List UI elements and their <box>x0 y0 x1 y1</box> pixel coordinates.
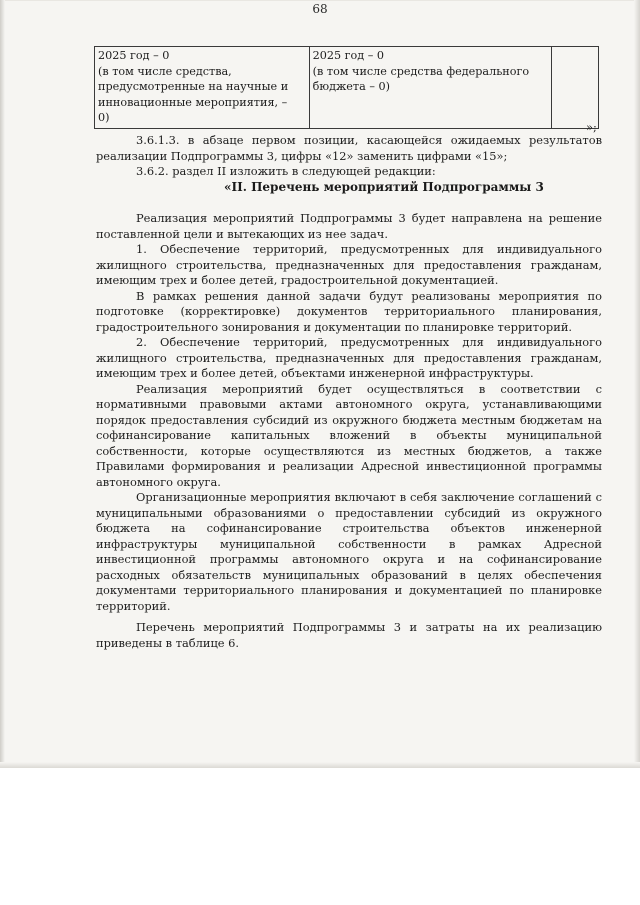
cell-line: 2025 год – 0 <box>312 49 384 62</box>
cell-line: бюджета – 0) <box>312 80 390 93</box>
cell-line: 0) <box>98 111 110 124</box>
cell-line: предусмотренные на научные и <box>98 80 289 93</box>
cell-line: (в том числе средства федерального <box>312 64 530 78</box>
amendment-paragraph: 3.6.2. раздел II изложить в следующей редакции: <box>136 164 436 178</box>
amendment-paragraph: 3.6.1.3. в абзаце первом позиции, касающейся ожидаемых результатов реализации Подпрограммы 3, цифры «12» заменить цифрами «15»; <box>96 133 602 163</box>
body-paragraph: Реализация мероприятий Подпрограммы 3 будет направлена на решение поставленной цели и вытекающих из нее задач. <box>96 211 602 241</box>
continuation-table <box>94 46 599 129</box>
table-row <box>95 47 599 129</box>
closing-quote-mark: »; <box>586 120 597 134</box>
amendment-block <box>96 133 602 180</box>
section-body <box>96 211 602 651</box>
body-paragraph: Организационные мероприятия включают в себя заключение соглашений с муниципальными образованиями о предоставлении субсидий из окружного бюджета на софинансирование строительства объектов инженерной инфраструктуры муниципальной собственности в рамках Адресной инвестиционной программы автономного округа и на софинансирование расходных обязательств муниципальных образований в целях обеспечения документами территориального планирования и документацией по планировке территорий. <box>96 490 602 613</box>
table-cell-empty <box>552 47 599 129</box>
scan-edge-right <box>634 0 640 768</box>
table-cell-federal-funding <box>309 47 551 129</box>
body-paragraph: В рамках решения данной задачи будут реализованы мероприятия по подготовке (корректировке) документов территориального планирования, градостроительного зонирования и документации по планировке территорий. <box>96 288 602 334</box>
section-heading: «II. Перечень мероприятий Подпрограммы 3 <box>224 180 544 194</box>
body-paragraph: Перечень мероприятий Подпрограммы 3 и затраты на их реализацию приведены в таблице 6. <box>96 620 602 650</box>
cell-line: инновационные мероприятия, – <box>98 95 288 109</box>
body-paragraph: 1. Обеспечение территорий, предусмотренных для индивидуального жилищного строительства, предназначенных для предоставления гражданам, имеющим трех и более детей, градостроительной документацией. <box>96 242 602 287</box>
page-number: 68 <box>312 2 328 16</box>
body-paragraph: 2. Обеспечение территорий, предусмотренных для индивидуального жилищного строительства, предназначенных для предоставления гражданам, имеющим трех и более детей, объектами инженерной инфраструктуры. <box>96 335 602 380</box>
cell-line: (в том числе средства, <box>98 64 232 78</box>
body-paragraph: Реализация мероприятий будет осуществляться в соответствии с нормативными правовыми актами автономного округа, устанавливающими порядок предоставления субсидий из окружного бюджета местным бюджетам на софинансирование капитальных вложений в объекты муниципальной собственности, которые осуществляются из местных бюджетов, а также Правилами формирования и реализации Адресной инвестиционной программы автономного округа. <box>96 381 602 489</box>
scan-edge-left <box>0 0 5 768</box>
scan-edge-bottom <box>0 762 640 768</box>
table-cell-subprogram-funding <box>95 47 310 129</box>
cell-line: 2025 год – 0 <box>98 49 170 62</box>
